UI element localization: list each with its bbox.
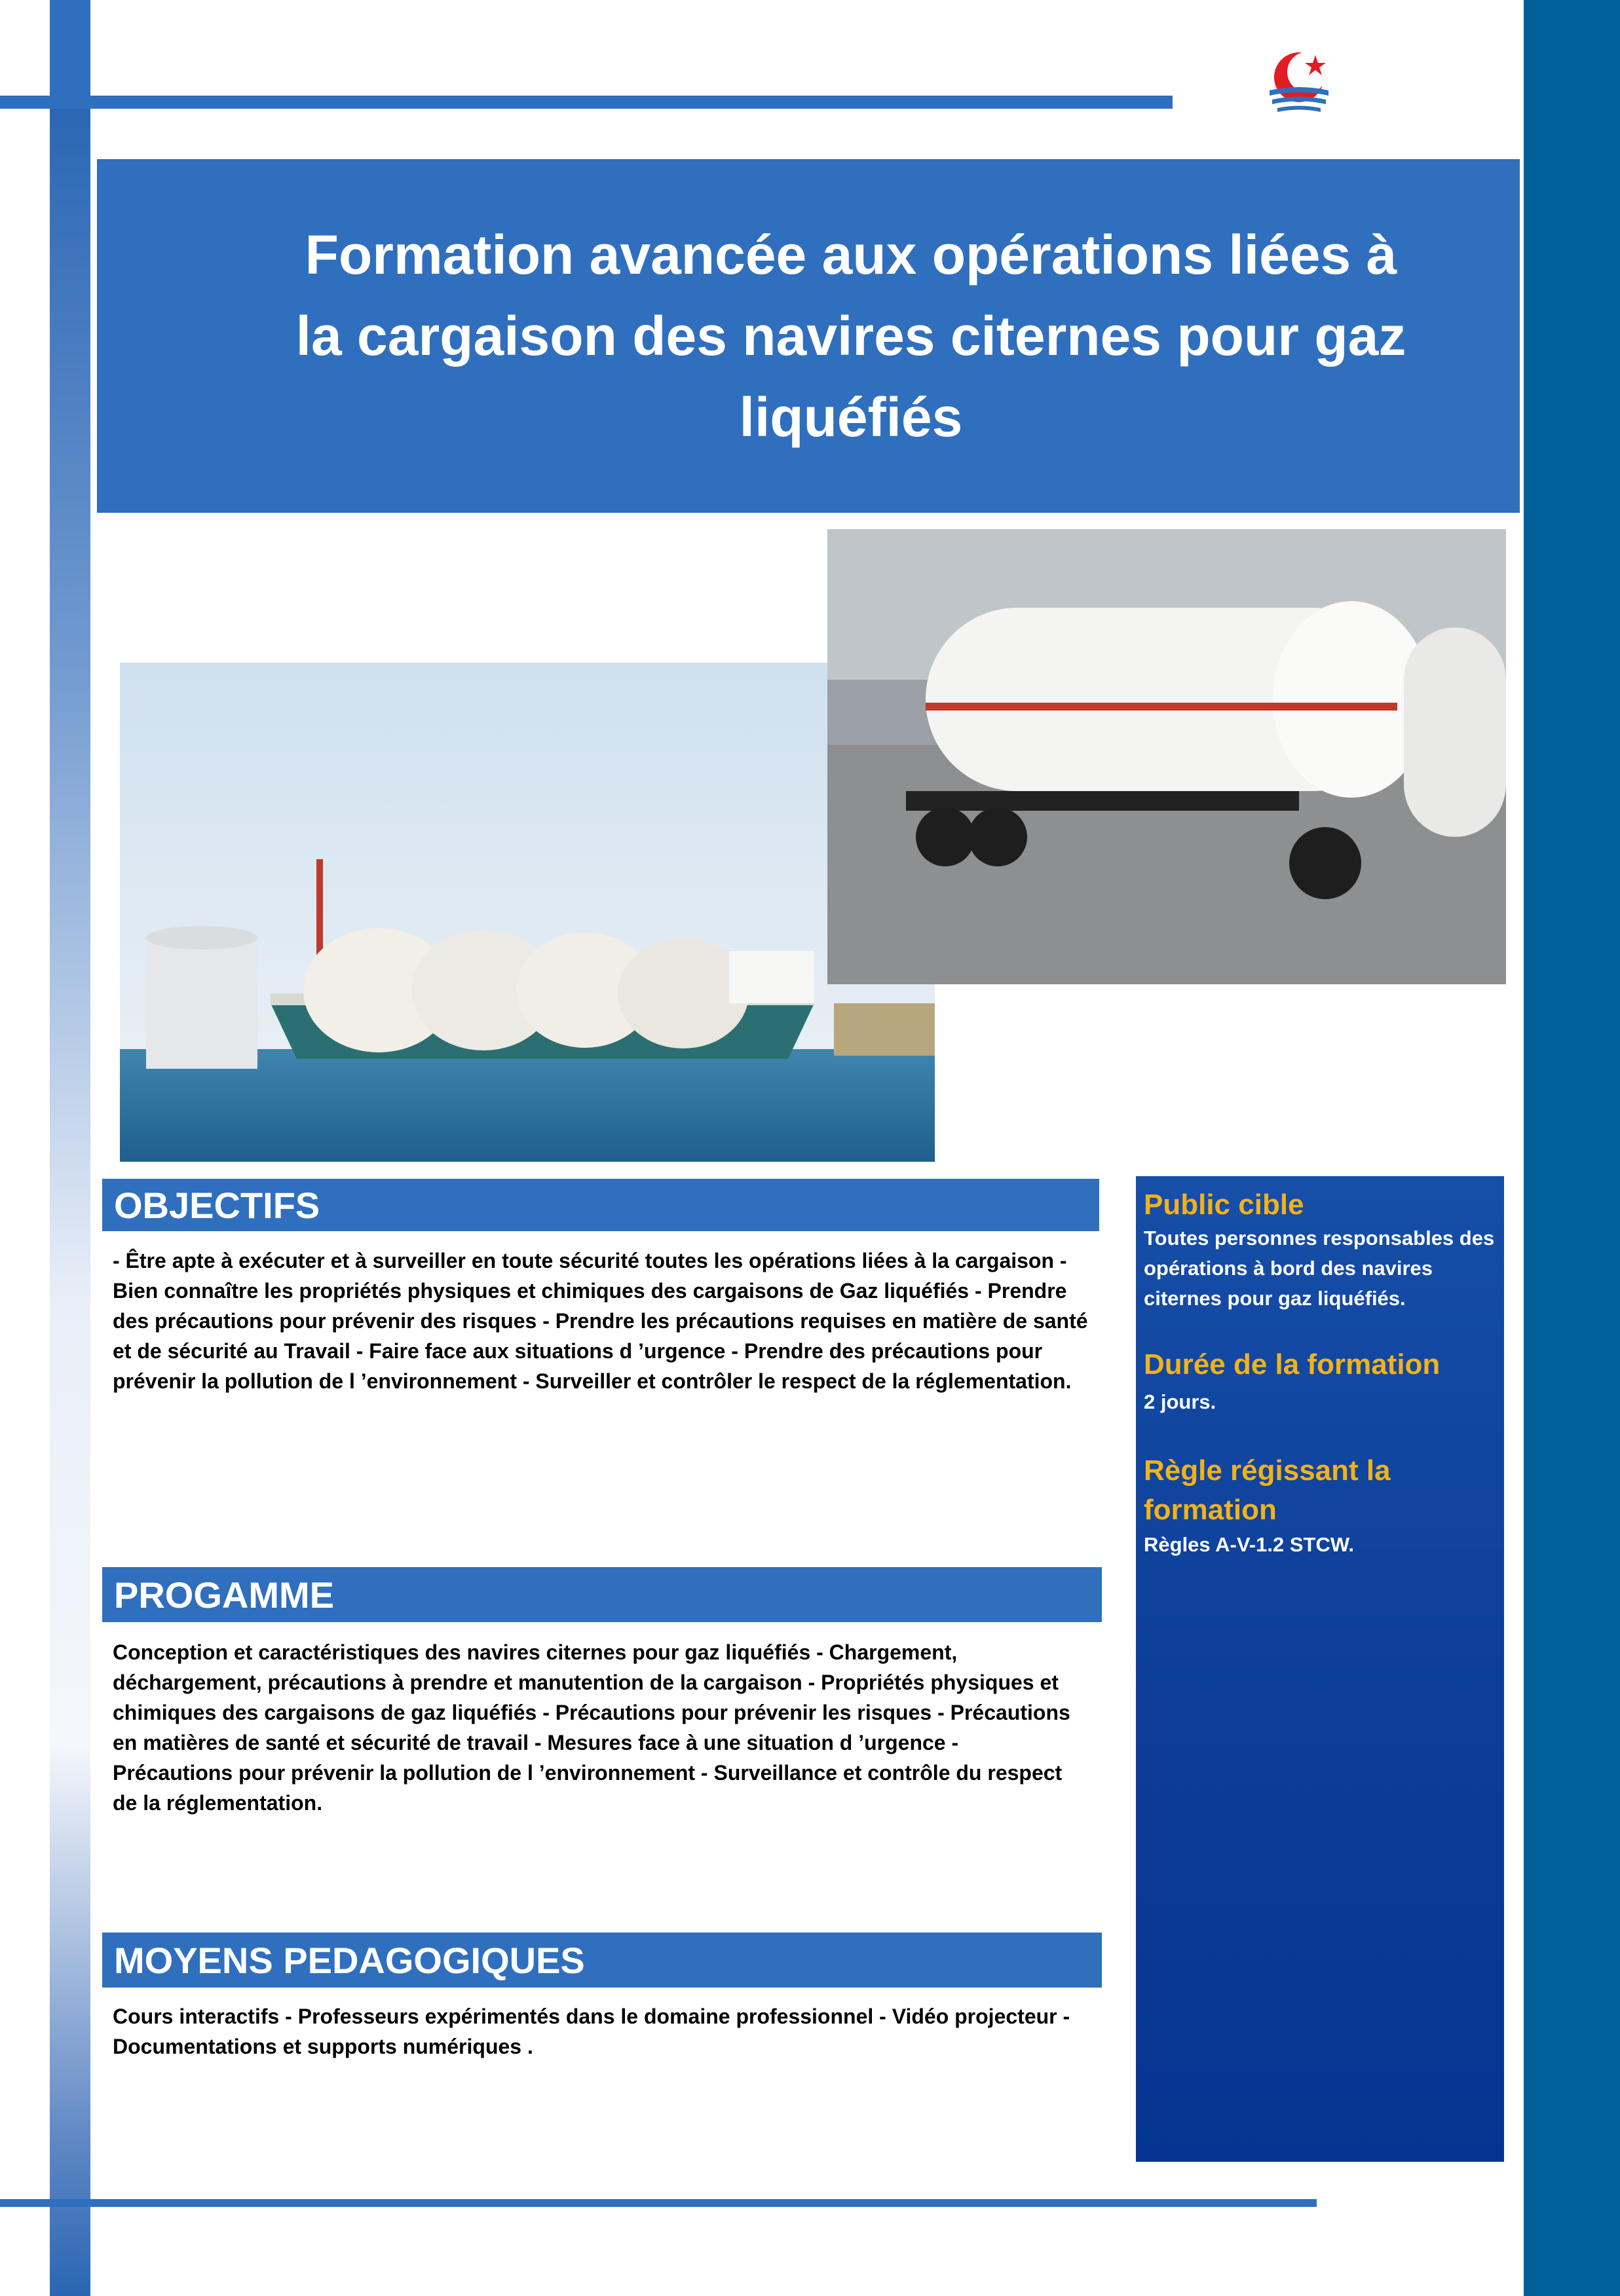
moyens-heading: MOYENS PEDAGOGIQUES xyxy=(102,1933,1102,1988)
programme-heading: PROGAMME xyxy=(102,1567,1102,1622)
regle-text: Règles A-V-1.2 STCW. xyxy=(1144,1533,1354,1556)
regle-heading: Règle régissant la formation xyxy=(1144,1454,1391,1526)
title-banner xyxy=(97,159,1520,513)
lng-ship-photo xyxy=(120,663,935,1162)
moyens-text: Cours interactifs - Professeurs expérimentés dans le domaine professionnel - Vidéo projecteur - Documentations et supports numériques . xyxy=(113,2005,1070,2058)
left-accent-bar-top xyxy=(50,0,90,98)
duree-heading: Durée de la formation xyxy=(1144,1348,1441,1380)
objectifs-text: - Être apte à exécuter et à surveiller en toute sécurité toutes les opérations liées à la cargaison - Bien connaître les propriétés physiques et chimiques des cargaisons de Gaz liquéfiés - Prendre des précautions pour prévenir des risques - Prendre les précautions requises en matière de santé et de sécurité au Travail - Faire face aux situations d ’urgence - Prendre des précautions pour prévenir la pollution de l ’environnement - Surveiller et contrôler le respect de la réglementation. xyxy=(113,1249,1088,1393)
crescent-star-waves-logo xyxy=(1263,46,1335,118)
duree-text: 2 jours. xyxy=(1144,1390,1216,1413)
page-title: Formation avancée aux opérations liées à la cargaison des navires citernes pour gaz liquéfiés xyxy=(295,224,1406,448)
bottom-divider-line xyxy=(0,2199,1317,2207)
info-sidebar xyxy=(1136,1176,1504,2162)
objectifs-heading: OBJECTIFS xyxy=(102,1179,1099,1231)
left-accent-bar xyxy=(50,98,90,2296)
public-cible-heading: Public cible xyxy=(1144,1189,1304,1221)
right-accent-bar xyxy=(1524,0,1620,2296)
programme-text: Conception et caractéristiques des navires citernes pour gaz liquéfiés - Chargement, déchargement, précautions à prendre et manutention de la cargaison - Propriétés physiques et chimiques des cargaisons de gaz liquéfiés - Précautions pour prévenir les risques - Précautions en matières de santé et sécurité de travail - Mesures face à une situation d ’urgence - Précautions pour prévenir la pollution de l ’environnement - Surveillance et contrôle du respect de la réglementation. xyxy=(113,1640,1070,1815)
public-cible-text: Toutes personnes responsables des opérations à bord des navires citernes pour gaz liquéfiés. xyxy=(1144,1227,1495,1310)
top-divider-line xyxy=(0,96,1173,109)
lpg-tanker-truck-photo xyxy=(827,529,1506,984)
